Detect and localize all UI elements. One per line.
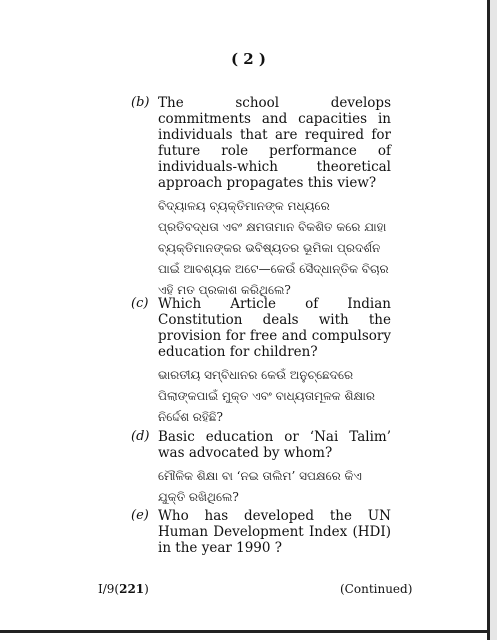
question-body — [158, 429, 391, 508]
page-border-right — [487, 0, 490, 640]
question-text-english: Who has developed the UN Human Development Index (HDI) in the year 1990 ? — [158, 508, 391, 556]
page-border-bottom — [0, 630, 490, 633]
question-label: (e) — [131, 508, 149, 523]
question-text-english: Which Article of Indian Constitution deals with the provision for free and compulsory education for children? — [158, 296, 391, 360]
paper-code — [98, 582, 149, 596]
question-label: (c) — [131, 296, 149, 311]
question-text-odia: ବିଦ୍ୟାଳୟ ବ୍ୟକ୍ତିମାନଙ୍କ ମଧ୍ୟରେ ପ୍ରତିବଦ୍ଧତା ଏବଂ କ୍ଷମତାମାନ ବିକଶିତ କରେ ଯାହା ବ୍ୟକ୍ତିମାନଙ୍କର ଭବିଷ୍ୟତର ଭୂମିକା ପ୍ରଦର୍ଶନ ପାଇଁ ଆବଶ୍ୟକ ଅଟେ—କେଉଁ ସୈଦ୍ଧାନ୍ତିକ ବିଚାର ଏହି ମତ ପ୍ରକାଶ କରିଥିଲେ? — [158, 199, 389, 297]
question-text-odia: ଭାରତୀୟ ସମ୍ବିଧାନର କେଉଁ ଅନୁଚ୍ଛେଦରେ ପିଲାଙ୍କପାଇଁ ମୁକ୍ତ ଏବଂ ବାଧ୍ୟତାମୂଳକ ଶିକ୍ଷାର ନିର୍ଦ୍ଦେଶ ରହିଛି? — [158, 368, 375, 424]
question-text-english: The school develops commitments and capacities in individuals that are required for future role performance of individuals-which theoretical approach propagates this view? — [158, 95, 391, 191]
question-text-english: Basic education or ‘Nai Talim’ was advocated by whom? — [158, 429, 391, 461]
paper-code-suffix: ) — [144, 582, 149, 596]
question-body — [158, 296, 391, 428]
question-body — [158, 95, 391, 301]
question-e — [131, 508, 391, 556]
question-b — [131, 95, 391, 301]
question-d — [131, 429, 391, 508]
question-text-odia: ମୌଳିକ ଶିକ୍ଷା ବା ‘ନଇ ତାଲିମ’ ସପକ୍ଷରେ କିଏ ଯୁକ୍ତି ରଖିଥିଲେ? — [158, 469, 362, 504]
page-edge-shade — [490, 0, 497, 640]
paper-code-number: 221 — [119, 582, 145, 596]
continued-label: (Continued) — [340, 582, 413, 596]
question-label: (b) — [131, 95, 150, 110]
question-c — [131, 296, 391, 428]
page-number: ( 2 ) — [230, 50, 267, 68]
paper-code-prefix: I/9( — [98, 582, 120, 596]
question-body — [158, 508, 391, 556]
question-label: (d) — [131, 429, 150, 444]
